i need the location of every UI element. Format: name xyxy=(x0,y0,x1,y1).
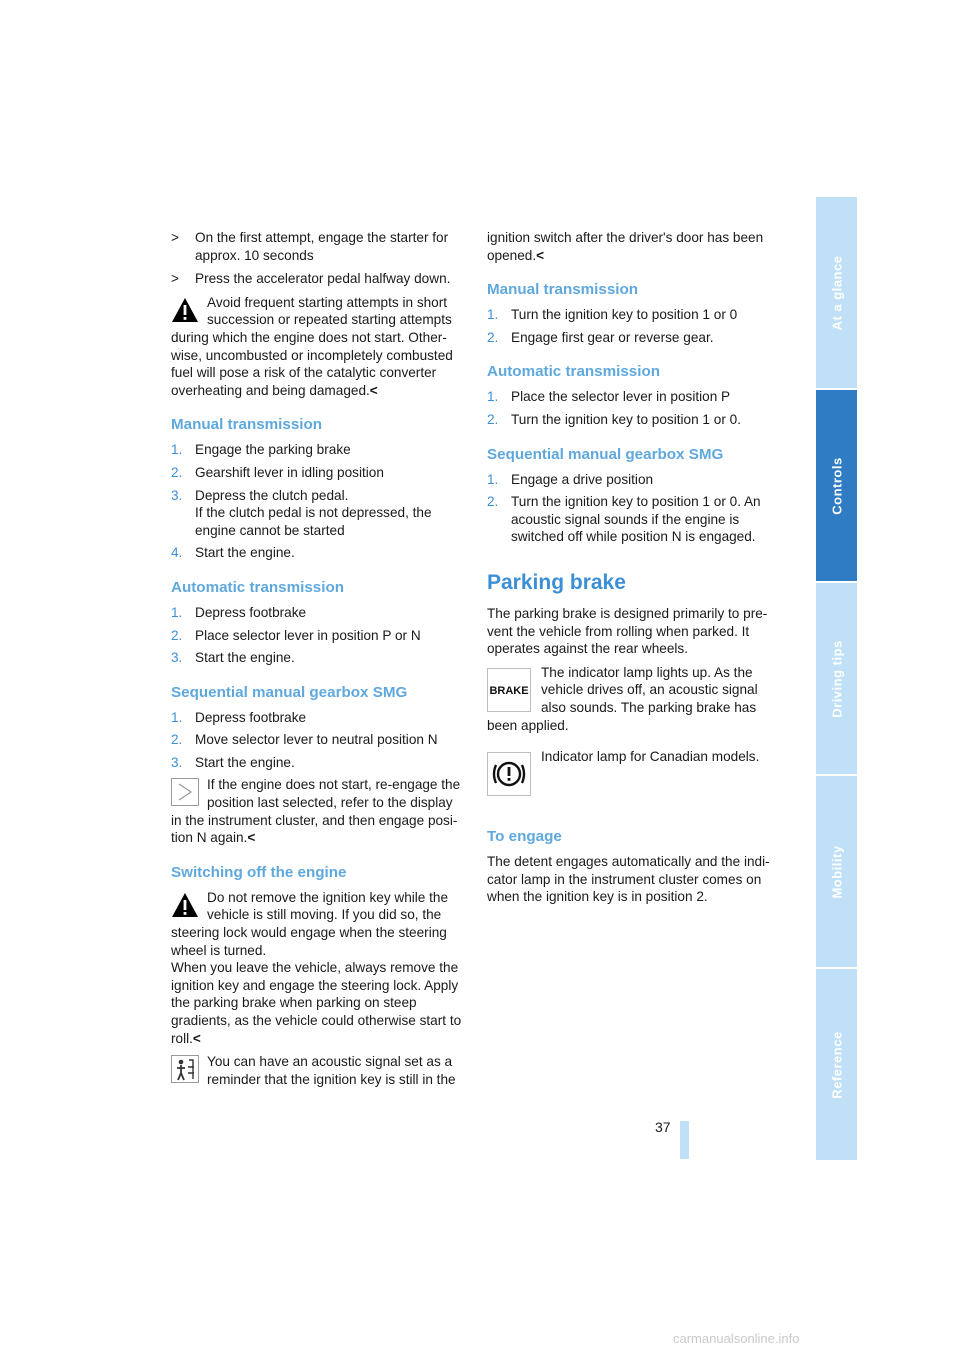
list-item xyxy=(171,544,464,562)
heading-smg: Sequential manual gearbox SMG xyxy=(171,683,408,701)
step-text: Depress the clutch pedal. xyxy=(195,487,349,503)
step-number: 1. xyxy=(487,307,499,323)
parking-brake-circle-icon xyxy=(487,752,531,796)
end-mark: < xyxy=(536,247,545,263)
step-text: Engage first gear or reverse gear. xyxy=(511,329,714,345)
continued-text xyxy=(487,229,780,264)
tab-label: At a glance xyxy=(829,255,844,330)
tab-label: Controls xyxy=(829,456,844,515)
end-mark: < xyxy=(369,382,378,398)
brake-lamp-icon xyxy=(487,668,531,712)
tab-label: Mobility xyxy=(829,844,844,899)
lamp-text: The indicator lamp lights up. As the vehicle drives off, an acoustic signal also sounds. The parking brake has been applied. xyxy=(487,664,758,733)
list-item xyxy=(171,229,464,264)
step-number: 1. xyxy=(171,442,183,458)
warning-note xyxy=(171,889,464,1047)
warning-triangle-icon xyxy=(171,891,199,919)
step-number: 3. xyxy=(171,487,183,503)
list-item xyxy=(171,270,464,288)
step-number: 1. xyxy=(171,604,183,620)
tab-mobility[interactable] xyxy=(816,776,857,967)
tab-driving-tips[interactable] xyxy=(816,583,857,774)
warning-text-continued: When you leave the vehicle, always remove the ignition key and engage the steering lock. Apply the parking brake when parking on steep gradients, as the vehicle could otherwise start to roll. xyxy=(171,960,462,1046)
list-item xyxy=(171,731,464,749)
tab-label: Driving tips xyxy=(829,639,844,718)
left-column xyxy=(171,229,464,1094)
service-note xyxy=(171,1053,464,1088)
step-number: 1. xyxy=(487,389,499,405)
page-marker-bar xyxy=(680,1121,689,1159)
list-item xyxy=(171,464,464,482)
heading-automatic-transmission: Automatic transmission xyxy=(487,363,661,381)
page-number: 37 xyxy=(655,1119,671,1135)
step-text: Start the engine. xyxy=(195,754,295,770)
heading-manual-transmission: Manual transmission xyxy=(171,416,323,434)
continued-body: ignition switch after the driver's door has been opened. xyxy=(487,230,764,263)
info-note xyxy=(171,776,464,846)
step-number: 2. xyxy=(171,464,183,480)
list-item xyxy=(487,411,780,429)
list-item xyxy=(487,388,780,406)
step-text: Move selector lever to neutral position N xyxy=(195,732,438,748)
heading-smg: Sequential manual gearbox SMG xyxy=(487,445,724,463)
list-item xyxy=(487,471,780,489)
warning-note xyxy=(171,294,464,400)
brake-lamp-label: BRAKE xyxy=(489,684,529,697)
section-tabs xyxy=(816,197,857,1162)
tab-reference[interactable] xyxy=(816,969,857,1160)
list-item xyxy=(171,649,464,667)
footer-watermark: carmanualsonline.info xyxy=(673,1331,800,1346)
heading-to-engage: To engage xyxy=(487,828,562,846)
step-text: Engage a drive position xyxy=(511,471,654,487)
end-mark: < xyxy=(192,1030,201,1046)
warning-text: Avoid frequent starting attempts in short succession or repeated starting attempts during which the engine does not start. Other-wise, uncombusted or incompletely combusted fuel will pose a risk of the catalytic converter overheating and being damaged. xyxy=(171,294,453,398)
canada-text: Indicator lamp for Canadian models. xyxy=(541,749,760,765)
list-item xyxy=(171,754,464,772)
step-number: 2. xyxy=(487,411,499,427)
step-number: 3. xyxy=(171,650,183,666)
step-number: 2. xyxy=(487,329,499,345)
tab-controls[interactable] xyxy=(816,390,857,581)
step-text: Turn the ignition key to position 1 or 0. An acoustic signal sounds if the engine is switched off while position N is engaged. xyxy=(511,494,761,545)
list-item xyxy=(171,441,464,459)
step-number: 2. xyxy=(487,494,499,510)
service-text: You can have an acoustic signal set as a reminder that the ignition key is still in the xyxy=(207,1054,456,1087)
list-item xyxy=(487,329,780,347)
step-text: Start the engine. xyxy=(195,545,295,561)
heading-manual-transmission: Manual transmission xyxy=(487,281,639,299)
step-number: 2. xyxy=(171,732,183,748)
bullet-text: On the first attempt, engage the starter for approx. 10 seconds xyxy=(195,230,449,263)
step-text: Depress footbrake xyxy=(195,709,307,725)
step-text: Turn the ignition key to position 1 or 0 xyxy=(511,307,738,323)
step-text: Place selector lever in position P or N xyxy=(195,627,421,643)
bullet-marker: > xyxy=(171,271,179,287)
parking-intro: The parking brake is designed primarily to pre-vent the vehicle from rolling when parked. It operates against the rear wheels. xyxy=(487,605,768,657)
step-subtext: If the clutch pedal is not depressed, the engine cannot be started xyxy=(195,505,432,538)
step-number: 2. xyxy=(171,627,183,643)
tab-at-a-glance[interactable] xyxy=(816,197,857,388)
list-item xyxy=(171,627,464,645)
step-text: Start the engine. xyxy=(195,650,295,666)
workshop-icon xyxy=(171,1055,199,1083)
warning-triangle-icon xyxy=(171,296,199,324)
end-mark: < xyxy=(247,830,256,846)
step-text: Depress footbrake xyxy=(195,604,307,620)
info-text: If the engine does not start, re-engage the position last selected, refer to the display in the instrument cluster, and then engage posi-tion N again. xyxy=(171,777,461,846)
list-item xyxy=(487,306,780,324)
heading-automatic-transmission: Automatic transmission xyxy=(171,578,345,596)
brake-lamp-note xyxy=(487,664,780,734)
list-item xyxy=(171,604,464,622)
tab-label: Reference xyxy=(829,1030,844,1099)
engage-text: The detent engages automatically and the indi-cator lamp in the instrument cluster comes on when the ignition key is in position 2. xyxy=(487,854,770,905)
bullet-text: Press the accelerator pedal halfway down. xyxy=(195,271,451,287)
canada-lamp-note xyxy=(487,748,780,800)
info-arrow-icon xyxy=(171,778,199,806)
list-item xyxy=(487,493,780,546)
step-number: 1. xyxy=(487,471,499,487)
step-text: Turn the ignition key to position 1 or 0. xyxy=(511,411,741,427)
list-item xyxy=(171,487,464,540)
list-item xyxy=(171,709,464,727)
step-number: 4. xyxy=(171,545,183,561)
step-text: Engage the parking brake xyxy=(195,442,351,458)
bullet-marker: > xyxy=(171,230,179,245)
step-number: 3. xyxy=(171,754,183,770)
heading-parking-brake: Parking brake xyxy=(487,570,626,594)
step-text: Place the selector lever in position P xyxy=(511,389,731,405)
step-number: 1. xyxy=(171,709,183,725)
step-text: Gearshift lever in idling position xyxy=(195,464,384,480)
right-column xyxy=(487,229,780,912)
warning-text: Do not remove the ignition key while the vehicle is still moving. If you did so, the steering lock would engage when the steering wheel is turned. xyxy=(171,889,449,958)
heading-switching-off: Switching off the engine xyxy=(171,863,347,881)
